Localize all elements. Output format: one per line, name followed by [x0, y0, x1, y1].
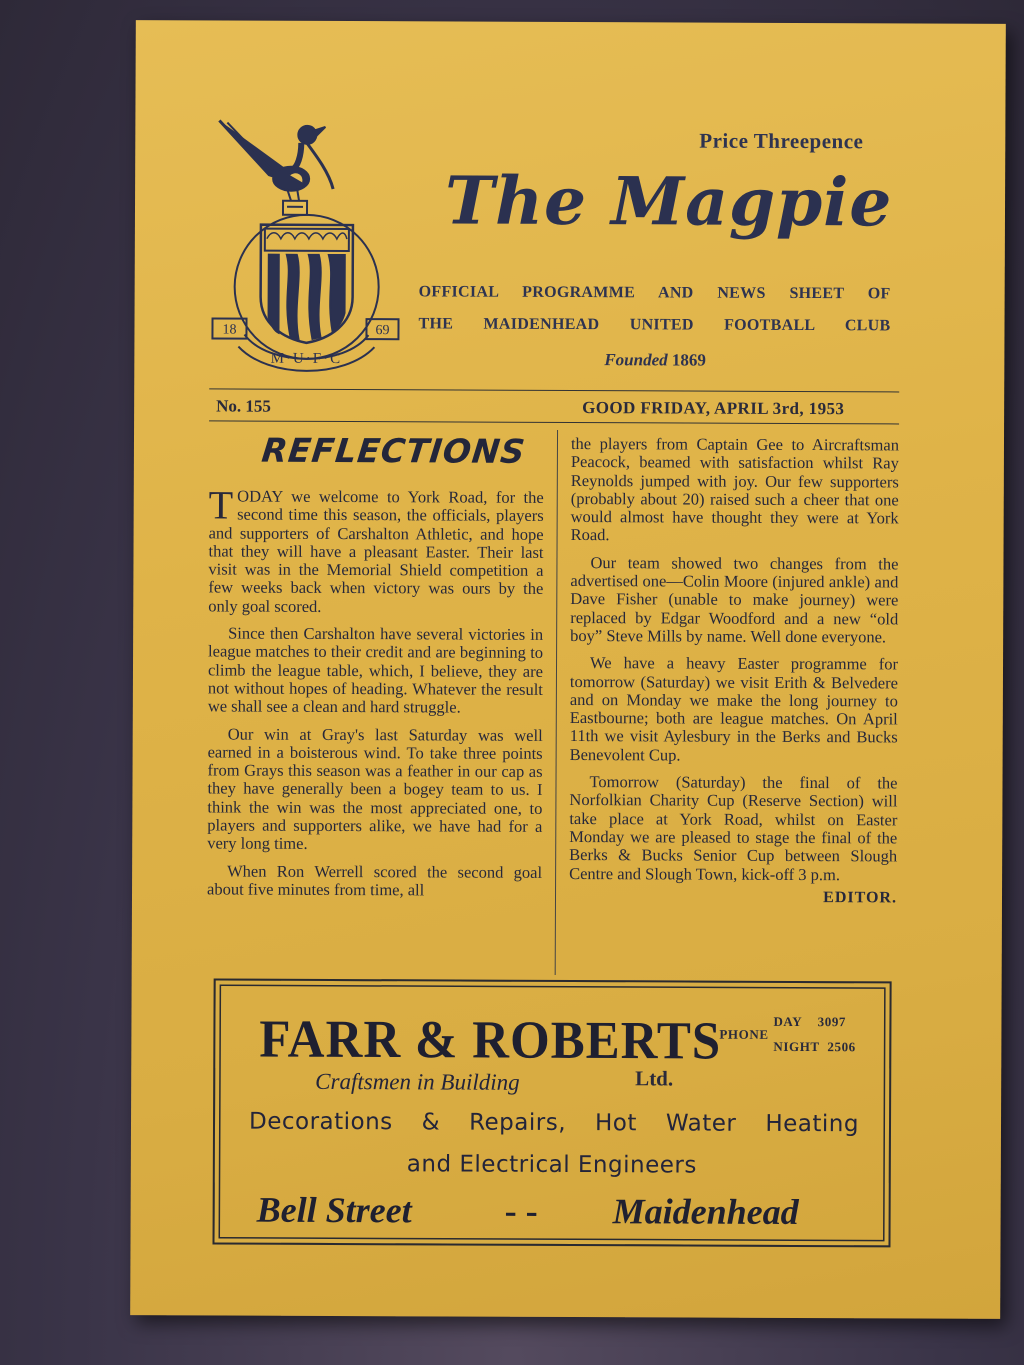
advert-day-line	[773, 1014, 846, 1030]
article-column-right	[569, 435, 899, 908]
article-paragraph	[208, 482, 544, 617]
advert-tagline: Craftsmen in Building	[315, 1068, 520, 1095]
advert-night-label: NIGHT	[773, 1038, 820, 1055]
crest-initials: M·U·F·C	[270, 350, 343, 368]
article-paragraph: Since then Carshalton have several victories in league matches to their credit and are beginning to climb the league table, which, I believe, they are not without hopes of heading. Whatever the result we shall see a clean and hard struggle.	[207, 623, 544, 717]
issue-number: No. 155	[216, 396, 271, 416]
article-paragraph: We have a heavy Easter programme for tomorrow (Saturday) we visit Erith & Belvedere and on Monday we make the long journey to Eastbourne; both are league matches. On April 11th we visit Aylesbury in the Berks and Bucks Benevolent Cup.	[569, 653, 899, 765]
subtitle-line-1: OFFICIAL PROGRAMME AND NEWS SHEET OF	[418, 283, 891, 303]
masthead-title: The Magpie	[444, 161, 893, 242]
article-paragraph: Our team showed two changes from the advertised one—Colin Moore (injured ankle) and Dave Fisher (unable to make journey) were replaced by Edgar Woodford and a new “old boy” Steve Mills by name. Well done everyone.	[570, 552, 899, 647]
advert-firm-name: FARR & ROBERTS	[259, 1010, 722, 1072]
editor-signature: EDITOR.	[823, 888, 898, 907]
price-label: Price Threepence	[699, 128, 864, 154]
crest-year-right: 69	[375, 323, 390, 339]
header-rule-bottom	[209, 420, 899, 424]
advert-services-line-1: Decorations & Repairs, Hot Water Heating	[248, 1108, 860, 1138]
advert-night-number: 2506	[827, 1039, 856, 1055]
advert-separator: - -	[504, 1190, 538, 1231]
article-text: ODAY we welcome to York Road, for the second time this season, the officials, players and supporters of Carshalton Athletic, and hope that they will have a pleasant Easter. Their last visit was in the Memorial Shield competition a few weeks back when victory was ours by the only goal scored.	[208, 486, 544, 616]
founded-line	[604, 350, 706, 370]
advertisement-box	[212, 978, 891, 1247]
header-rule-top	[209, 388, 899, 392]
advert-night-line	[773, 1039, 856, 1055]
advert-day-label: DAY	[773, 1013, 803, 1030]
article-paragraph: Tomorrow (Saturday) the final of the Norfolkian Charity Cup (Reserve Section) will take place at York Road, whilst on Easter Monday we are pleased to stage the final of the Berks & Bucks Senior Cup between Slough Centre and Slough Town, kick-off 3 p.m.	[569, 772, 898, 884]
issue-date: GOOD FRIDAY, APRIL 3rd, 1953	[582, 398, 845, 419]
crest-year-left: 18	[222, 322, 237, 338]
article-paragraph: Our win at Gray's last Saturday was well earned in a boisterous wind. To take three points from Grays this season was a feather in our cap as they have generally been a bogey team to us. I think the win was the most appreciated one, to players and supporters alike, we have had for a very long time.	[207, 724, 543, 854]
article-column-left	[206, 482, 544, 909]
drop-cap: T	[208, 482, 234, 528]
advert-town: Maidenhead	[612, 1191, 799, 1233]
programme-page	[130, 20, 1006, 1319]
subtitle-line-2: THE MAIDENHEAD UNITED FOOTBALL CLUB	[418, 315, 891, 335]
founded-label: Founded	[604, 350, 668, 370]
article-paragraph: the players from Captain Gee to Aircraftsman Peacock, beamed with satisfaction whilst Ray Reynolds jumped with joy. Our few supporters (probably about 20) raised such a cheer that one would almost have thought they were at York Road.	[570, 434, 900, 545]
founded-year: 1869	[671, 350, 706, 370]
advert-services-line-2: and Electrical Engineers	[406, 1151, 697, 1179]
club-crest-magpie-logo	[208, 116, 405, 377]
advert-street: Bell Street	[256, 1189, 412, 1231]
advert-day-number: 3097	[817, 1014, 847, 1030]
advert-ltd: Ltd.	[635, 1066, 674, 1091]
advert-phone-label: PHONE	[719, 1026, 769, 1042]
article-paragraph: When Ron Werrell scored the second goal about five minutes from time, all	[206, 861, 543, 900]
column-divider	[555, 430, 558, 975]
article-heading: REFLECTIONS	[259, 430, 528, 471]
